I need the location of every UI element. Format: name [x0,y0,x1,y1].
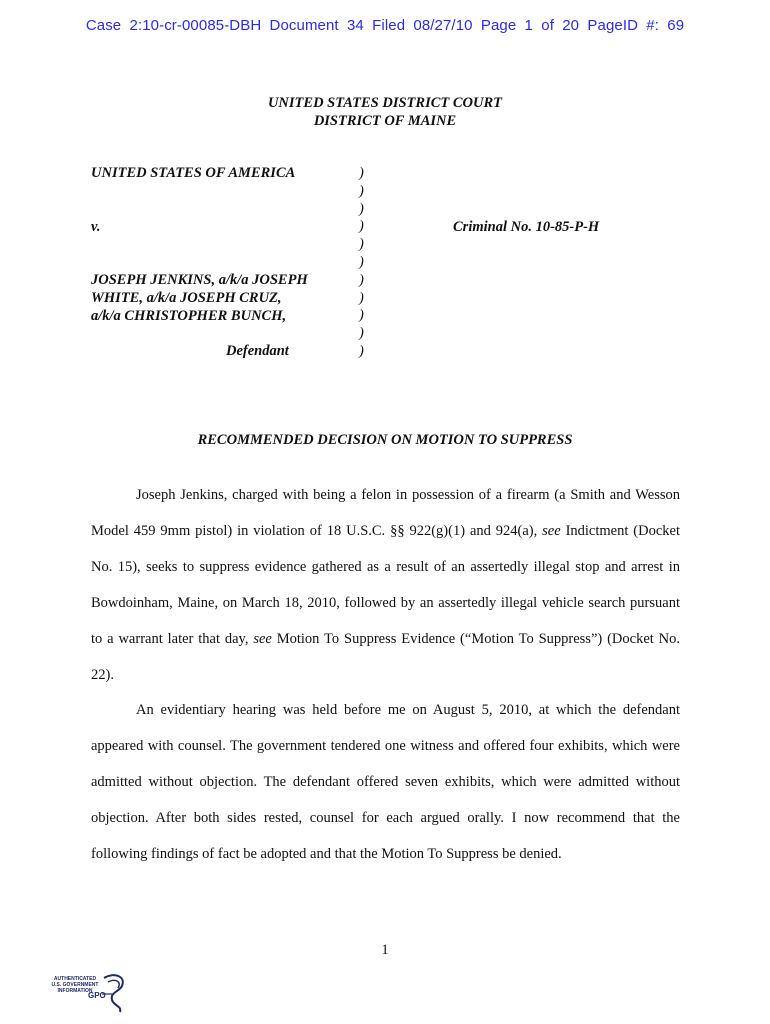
plaintiff-name: UNITED STATES OF AMERICA [91,165,296,181]
seal-mark: GPO [88,991,106,1000]
page-number: 1 [381,942,389,958]
seal-line-1: AUTHENTICATED [53,976,97,982]
p1-text-a: Joseph Jenkins, charged with being a felon in possession of a firearm (a Smith and Wesson Model 459 9mm pistol) in violation of 18 U.S.C. §§ 922(g)(1) and 924(a), [91,487,680,539]
court-heading [0,94,770,130]
gpo-authentication-seal [44,972,134,1018]
court-name: UNITED STATES DISTRICT COURT [267,95,503,111]
paren: ) [359,218,364,235]
seal-line-2: U.S. GOVERNMENT [51,982,99,988]
defendant-role: Defendant [226,343,289,359]
paren: ) [359,289,364,306]
paren: ) [359,165,364,181]
case-number: Criminal No. 10-85-P-H [453,219,600,235]
p1-see-2: see [253,631,272,647]
caption-parentheses [359,165,364,361]
body-paragraph-1 [91,477,680,693]
seal-line-3: INFORMATION [57,988,93,994]
eagle-icon [100,972,128,1016]
defendant-name [91,272,308,325]
paren: ) [359,200,364,217]
document-header-stamp: Case 2:10-cr-00085-DBH Document 34 Filed 08/27/10 Page 1 of 20 PageID #: 69 [85,17,685,34]
defendant-name-line-2: WHITE, a/k/a JOSEPH CRUZ, [91,289,282,306]
document-title: RECOMMENDED DECISION ON MOTION TO SUPPRESS [197,432,573,448]
versus-label: v. [91,219,101,235]
paren: ) [359,236,364,253]
p2-text: An evidentiary hearing was held before me on August 5, 2010, at which the defendant appeared with counsel. The government tendered one witness and offered four exhibits, which were admitted without objection. The defendant offered seven exhibits, which were admitted without objection. After both sides rested, counsel for each argued orally. I now recommend that the following findings of fact be adopted and that the Motion To Suppress be denied. [91,702,680,862]
p1-text-b: Indictment (Docket No. 15), seeks to suppress evidence gathered as a result of an assertedly illegal stop and arrest in Bowdoinham, Maine, on March 18, 2010, followed by an assertedly illegal vehicle search pursuant to a warrant later that day, [91,523,680,647]
paren: ) [359,342,364,359]
paren: ) [359,253,364,270]
paren: ) [359,325,364,342]
paren: ) [359,182,364,199]
defendant-name-line-3: a/k/a CHRISTOPHER BUNCH, [91,307,287,324]
body-paragraph-2 [91,692,680,872]
paren: ) [359,307,364,324]
p1-text-c: Motion To Suppress Evidence (“Motion To Suppress”) (Docket No. 22). [91,631,681,683]
defendant-name-line-1: JOSEPH JENKINS, a/k/a JOSEPH [91,272,308,288]
court-district: DISTRICT OF MAINE [313,113,457,129]
p1-see-1: see [542,523,561,539]
paren: ) [359,271,364,288]
